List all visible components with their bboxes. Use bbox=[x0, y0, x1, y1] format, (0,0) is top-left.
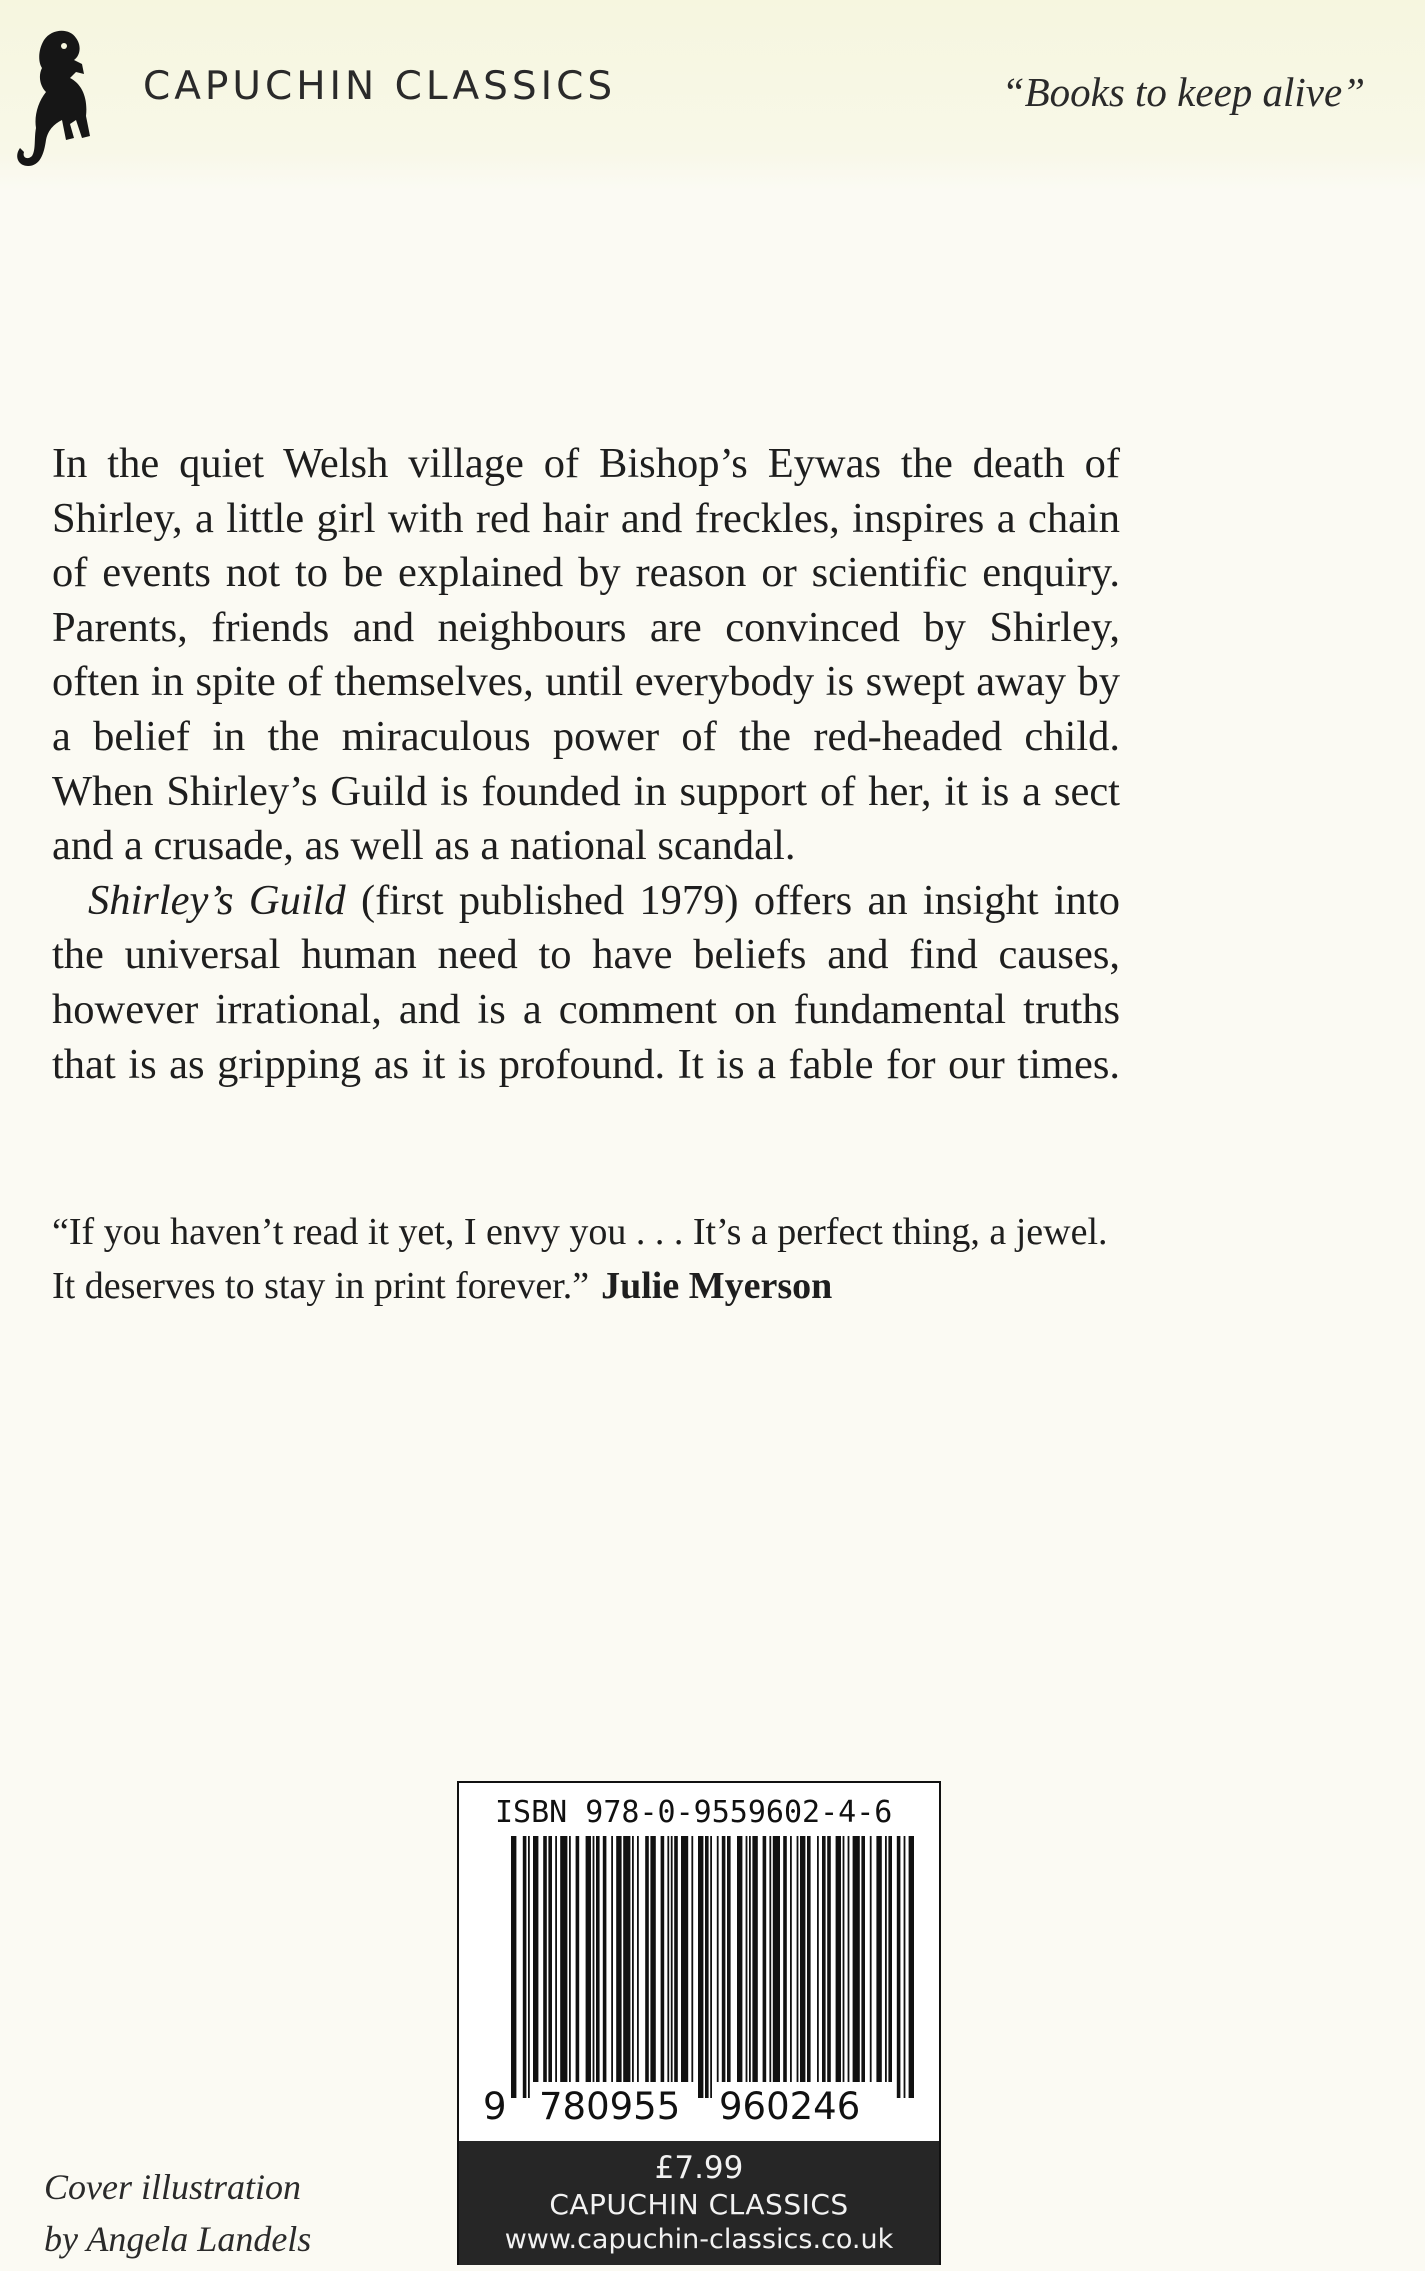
isbn-label: ISBN 978-0-9559602-4-6 bbox=[495, 1795, 893, 1830]
barcode-bar bbox=[752, 1836, 757, 2082]
review-quote bbox=[52, 1205, 1132, 1313]
credit-line: Cover illustration bbox=[44, 2167, 302, 2207]
barcode-bar bbox=[909, 1836, 914, 2098]
barcode-bar bbox=[650, 1836, 655, 2082]
barcode-bar bbox=[603, 1836, 607, 2082]
barcode-bar bbox=[749, 1836, 751, 2082]
barcode-bar bbox=[783, 1836, 787, 2082]
quote-author: Julie Myerson bbox=[601, 1265, 833, 1307]
barcode-bar bbox=[853, 1836, 860, 2082]
barcode-bar bbox=[671, 1836, 673, 2082]
barcode-bar bbox=[691, 1836, 693, 2082]
blurb-paragraph bbox=[52, 874, 1120, 1092]
publisher-name: CAPUCHIN CLASSICS bbox=[143, 64, 617, 109]
barcode-bar bbox=[569, 1836, 571, 2082]
blurb-paragraph-text: (first published 1979) offers an insight into the universal human need to have beliefs and find causes, however irrational, and is a comment on fundamental truths that is as gripping as it is profound. It is a fable for our times. bbox=[52, 876, 1120, 1088]
barcode-bar bbox=[593, 1836, 595, 2082]
barcode-bar bbox=[827, 1836, 831, 2082]
barcode-bar bbox=[727, 1836, 731, 2082]
barcode-bar bbox=[661, 1836, 665, 2082]
barcode-bar bbox=[885, 1836, 887, 2082]
tagline: “Books to keep alive” bbox=[1001, 69, 1365, 115]
barcode-bar bbox=[876, 1836, 881, 2082]
barcode-bar bbox=[710, 1836, 712, 2098]
quote-text: “If you haven’t read it yet, I envy you . . . It’s a perfect thing, a jewel. It deserves to stay in print forever.” bbox=[52, 1211, 1108, 1307]
barcode-bar bbox=[705, 1836, 709, 2098]
barcode-bar bbox=[667, 1836, 669, 2082]
barcode-bar bbox=[632, 1836, 634, 2082]
barcode-bar bbox=[763, 1836, 767, 2082]
book-blurb bbox=[52, 437, 1120, 1092]
barcode-bar bbox=[543, 1836, 547, 2082]
barcode-bar bbox=[616, 1836, 621, 2082]
barcode-bar bbox=[836, 1836, 841, 2082]
barcode-bar bbox=[717, 1836, 719, 2082]
barcode-bar bbox=[548, 1836, 552, 2082]
barcode-bar bbox=[904, 1836, 906, 2098]
barcode-bar bbox=[888, 1836, 892, 2082]
barcode-bar bbox=[528, 1836, 530, 2098]
barcode-bar bbox=[769, 1836, 771, 2082]
barcode-bar bbox=[800, 1836, 805, 2082]
barcode-box bbox=[457, 1781, 941, 2265]
barcode-bar bbox=[817, 1836, 819, 2082]
cover-credit bbox=[44, 2161, 312, 2265]
barcode-bar bbox=[637, 1836, 639, 2082]
barcode-digits-left: 780955 bbox=[539, 2085, 681, 2128]
barcode-bar bbox=[511, 1836, 516, 2098]
barcode-bar bbox=[674, 1836, 678, 2082]
barcode-bar bbox=[746, 1836, 748, 2082]
barcode-bar bbox=[596, 1836, 600, 2082]
barcode-bars bbox=[479, 1836, 919, 2101]
barcode-bar bbox=[861, 1836, 865, 2082]
barcode-bar bbox=[555, 1836, 557, 2082]
barcode-bar bbox=[870, 1836, 872, 2082]
price-panel bbox=[459, 2141, 939, 2265]
barcode-digit-lead: 9 bbox=[483, 2085, 507, 2128]
barcode-bar bbox=[523, 1836, 527, 2098]
book-title: Shirley’s Guild bbox=[88, 876, 346, 924]
barcode-bar bbox=[623, 1836, 630, 2082]
barcode-bar bbox=[737, 1836, 742, 2082]
panel-publisher: CAPUCHIN CLASSICS bbox=[549, 2188, 849, 2221]
barcode-bar bbox=[576, 1836, 580, 2082]
barcode-bar bbox=[773, 1836, 780, 2082]
barcode-bar bbox=[698, 1836, 703, 2098]
barcode-bar bbox=[560, 1836, 567, 2082]
credit-line: by Angela Landels bbox=[44, 2219, 312, 2259]
publisher-url: www.capuchin-classics.co.uk bbox=[504, 2224, 894, 2255]
barcode-digits-right: 960246 bbox=[719, 2085, 861, 2128]
barcode-bar bbox=[848, 1836, 850, 2082]
price: £7.99 bbox=[654, 2150, 744, 2186]
barcode-bar bbox=[611, 1836, 613, 2082]
barcode-bar bbox=[797, 1836, 799, 2082]
barcode-bar bbox=[897, 1836, 901, 2098]
barcode-bar bbox=[645, 1836, 649, 2082]
barcode-bar bbox=[822, 1836, 826, 2082]
barcode-bar bbox=[681, 1836, 688, 2082]
capuchin-monkey-icon bbox=[4, 20, 104, 170]
barcode-bar bbox=[586, 1836, 591, 2082]
barcode-bar bbox=[533, 1836, 538, 2082]
blurb-paragraph: In the quiet Welsh village of Bishop’s Eywas the death of Shirley, a little girl with red hair and freckles, inspires a chain of events not to be explained by reason or scientific enquiry. Parents, friends and neighbours are convinced by Shirley, often in spite of themselves, until everybody is swept away by a belief in the miraculous power of the red-headed child. When Shirley’s Guild is founded in support of her, it is a sect and a crusade, as well as a national scandal. bbox=[52, 440, 1120, 870]
barcode-bar bbox=[722, 1836, 726, 2082]
barcode-bar bbox=[790, 1836, 792, 2082]
barcode-bar bbox=[843, 1836, 845, 2082]
barcode-bar bbox=[807, 1836, 811, 2082]
